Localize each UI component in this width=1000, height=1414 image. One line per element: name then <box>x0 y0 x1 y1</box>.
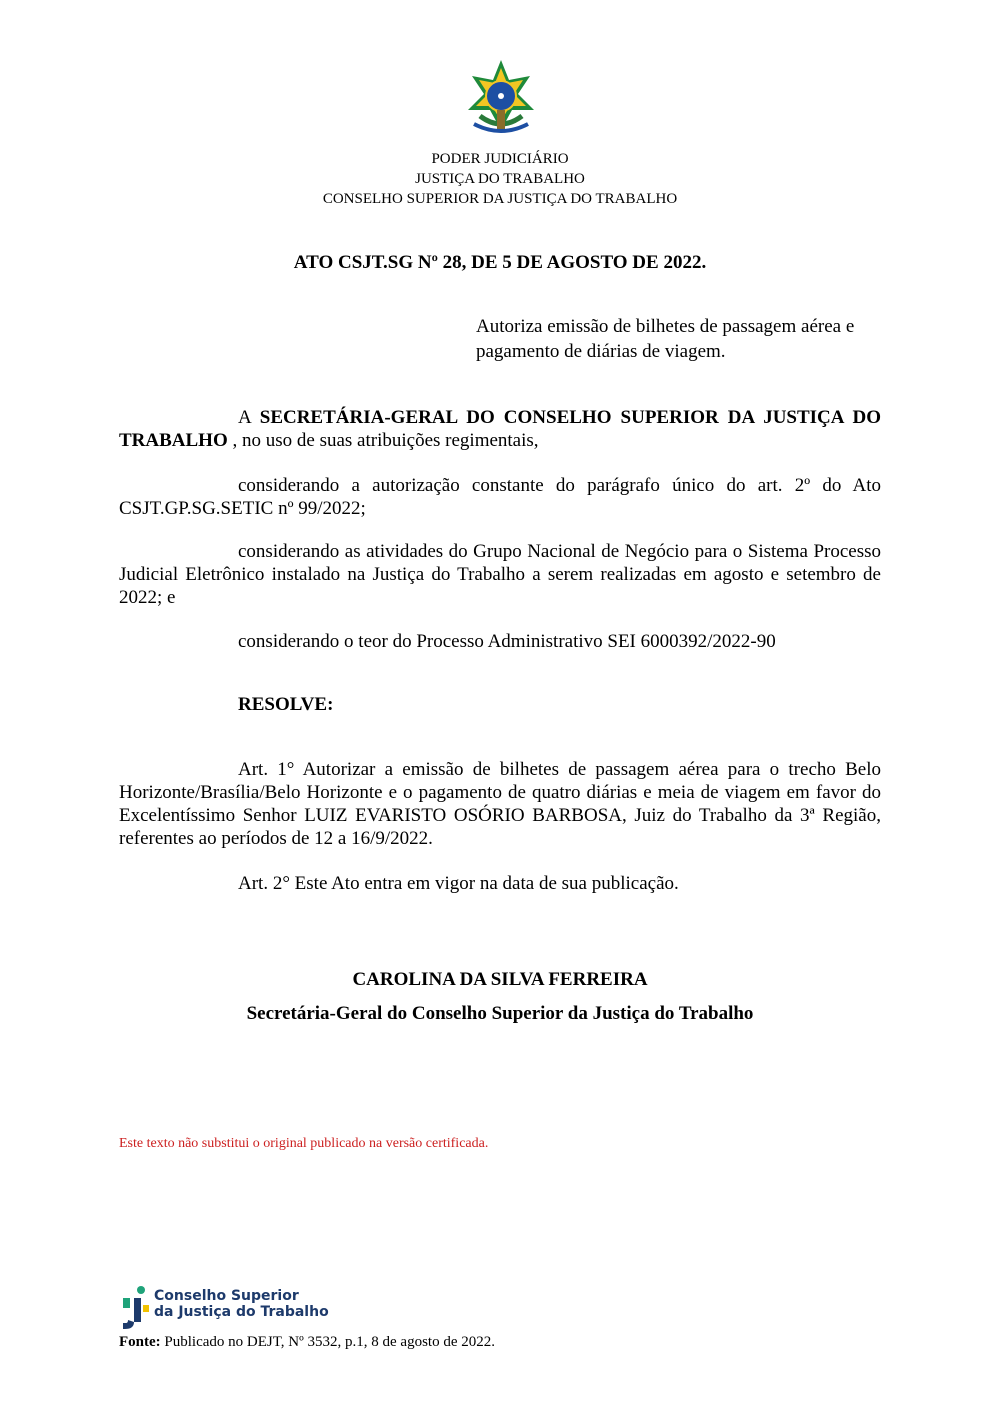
preamble-authority: SECRETÁRIA-GERAL DO CONSELHO SUPERIOR DA JUSTIÇA DO TRABALHO <box>119 407 882 451</box>
signatory-role: Secretária-Geral do Conselho Superior da Justiça do Trabalho <box>246 1003 754 1024</box>
article-2: Art. 2° Este Ato entra em vigor na data de sua publicação. <box>238 873 679 894</box>
source-text: Publicado no DEJT, Nº 3532, p.1, 8 de agosto de 2022. <box>164 1334 495 1350</box>
source-label: Fonte: <box>119 1334 161 1350</box>
logo-line-2: da Justiça do Trabalho <box>154 1304 329 1320</box>
considerando-2: considerando as atividades do Grupo Nacional de Negócio para o Sistema Processo Judicial Eletrônico instalado na Justiça do Trabalho a serem realizadas em agosto e setembro de 2022; e <box>119 541 881 608</box>
signatory-name: CAROLINA DA SILVA FERREIRA <box>352 969 648 990</box>
csjt-logo-icon <box>119 1285 151 1331</box>
header-line-poder: PODER JUDICIÁRIO <box>431 151 569 167</box>
preamble-rest: , no uso de suas atribuições regimentais, <box>232 430 539 451</box>
csjt-logo-text <box>154 1288 329 1320</box>
document-title: ATO CSJT.SG Nº 28, DE 5 DE AGOSTO DE 2022. <box>293 252 707 273</box>
resolve-heading: RESOLVE: <box>238 694 334 715</box>
brazil-coat-of-arms-icon <box>460 58 542 138</box>
logo-line-1: Conselho Superior <box>154 1288 299 1304</box>
ementa: Autoriza emissão de bilhetes de passagem aérea e pagamento de diárias de viagem. <box>476 316 855 362</box>
considerando-3: considerando o teor do Processo Administrativo SEI 6000392/2022-90 <box>238 631 776 652</box>
disclaimer-note: Este texto não substitui o original publicado na versão certificada. <box>119 1136 489 1151</box>
article-1: Art. 1° Autorizar a emissão de bilhetes de passagem aérea para o trecho Belo Horizonte/Brasília/Belo Horizonte e o pagamento de quatro diárias e meia de viagem em favor do Excelentíssimo Senhor LUIZ EVARISTO OSÓRIO BARBOSA, Juiz do Trabalho da 3ª Região, referentes ao períodos de 12 a 16/9/2022. <box>119 759 881 849</box>
header-line-conselho: CONSELHO SUPERIOR DA JUSTIÇA DO TRABALHO <box>322 191 678 207</box>
source-note <box>119 1334 495 1351</box>
considerando-1: considerando a autorização constante do parágrafo único do art. 2º do Ato CSJT.GP.SG.SETIC nº 99/2022; <box>119 475 881 519</box>
preamble <box>119 406 881 452</box>
header-line-justica: JUSTIÇA DO TRABALHO <box>415 171 585 187</box>
preamble-article: A <box>238 407 251 428</box>
